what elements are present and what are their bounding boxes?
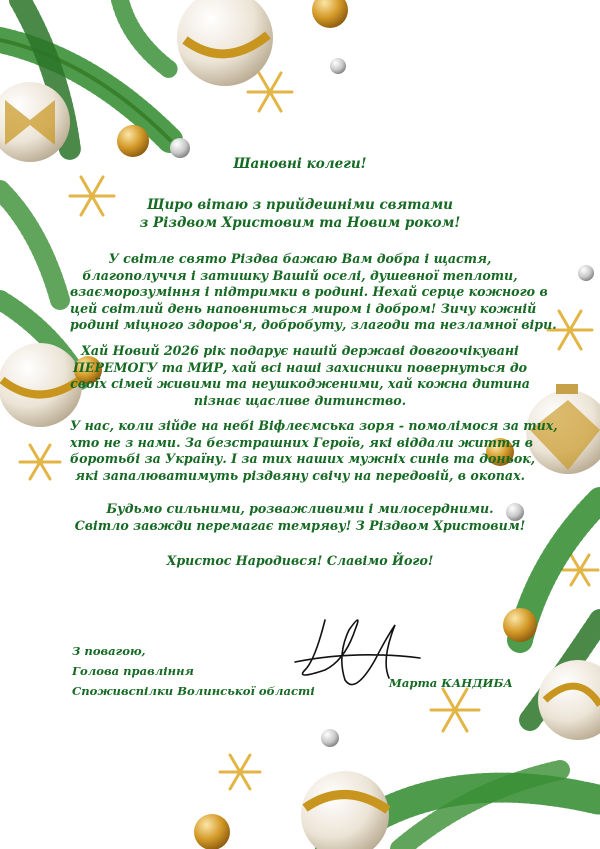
closing-phrase: Христос Народився! Славімо Його! <box>166 553 434 568</box>
paragraph-line: У світле свято Різдва бажаю Вам добра і щастя, <box>108 251 492 266</box>
paragraph-prayer <box>70 418 558 484</box>
sign-line: З повагою, <box>72 644 146 658</box>
paragraph-line: взаєморозуміння і підтримки в родині. Нехай серце кожного в <box>70 284 548 300</box>
paragraph-wishes <box>70 251 557 334</box>
paragraph-line: ПЕРЕМОГУ та МИР, хай всі наші захисники повернуться до <box>72 359 528 375</box>
sign-line: Голова правління <box>72 664 194 678</box>
signature-icon <box>285 600 435 710</box>
greeting: Шановні колеги! <box>233 156 367 172</box>
paragraph-line: цей світлий день наповниться миром і добром! Зичу кожній <box>70 300 537 316</box>
paragraph-line: які запалюватимуть різдвяну свічу на передовій, в окопах. <box>75 467 525 483</box>
paragraph-line: хто не з нами. За безстрашних Героїв, які віддали життя в <box>70 434 534 450</box>
congrats-line: Щиро вітаю з прийдешніми святами <box>147 197 453 213</box>
paragraph-line: своїх сімей живими та неушкодженими, хай кожна дитина <box>70 376 530 392</box>
paragraph-line: пізнає щасливе дитинство. <box>193 392 407 408</box>
paragraph-new-year <box>70 343 530 409</box>
congrats-line: з Різдвом Христовим та Новим роком! <box>139 215 461 231</box>
paragraph-line: благополуччя і затишку Вашій оселі, душевної теплоти, <box>82 267 518 283</box>
signer-name: Марта КАНДИБА <box>389 676 513 690</box>
paragraph-line: Світло завжди перемагає темряву! З Різдвом Христовим! <box>74 517 526 533</box>
signature-block <box>72 641 315 701</box>
paragraph-line: Хай Новий 2026 рік подарує нашій державі довгоочікувані <box>81 343 519 358</box>
paragraph-line: боротьбі за Україну. І за тих наших мужніх синів та доньок, <box>70 451 536 467</box>
congratulations <box>70 196 530 232</box>
paragraph-line: родині міцного здоров'я, добробуту, злагоди та незламної віри. <box>70 317 557 333</box>
paragraph-line: Будьмо сильними, розважливими і милосердними. <box>106 501 494 516</box>
sign-line: Споживспілки Волинської області <box>72 684 315 698</box>
paragraph-line: У нас, коли зійде на небі Віфлеємська зоря - помолімося за тих, <box>70 418 558 433</box>
paragraph-light <box>70 501 530 534</box>
